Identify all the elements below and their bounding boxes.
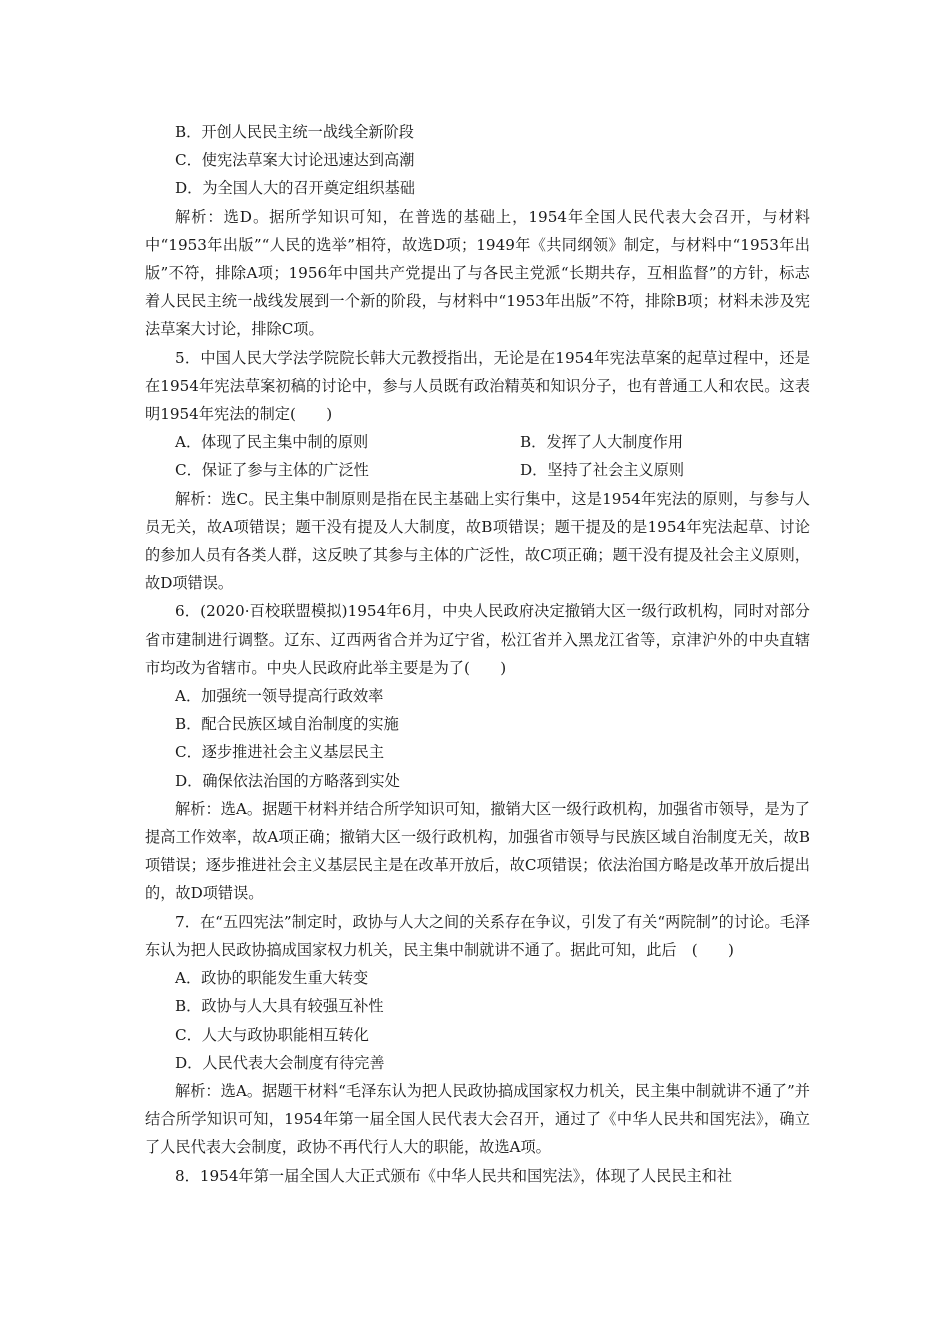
q7-option-b: B．政协与人大具有较强互补性: [175, 997, 384, 1016]
q8-stem: 8．1954年第一届全国人大正式颁布《中华人民共和国宪法》，体现了人民民主和社: [175, 1166, 733, 1185]
q7-option-c: C．人大与政协职能相互转化: [175, 1025, 369, 1044]
q4-option-b: B．开创人民民主统一战线全新阶段: [175, 123, 414, 141]
q7-analysis: 解析：选A。据题干材料“毛泽东认为把人民政协搞成国家权力机关，民主集中制就讲不通了”并结合所学知识可知，1954年第一届全国人民代表大会召开，通过了《中华人民共和国宪法》，确立了人民代表大会制度，政协不再代行人大的职能，故选A项。: [145, 1081, 810, 1157]
q7-stem: 7．在“五四宪法”制定时，政协与人大之间的关系存在争议，引发了有关“两院制”的讨论。毛泽东认为把人民政协搞成国家权力机关，民主集中制就讲不通了。据此可知，此后 ( ): [145, 912, 810, 959]
q6-option-a: A．加强统一领导提高行政效率: [175, 687, 384, 706]
q4-option-d: D．为全国人大的召开奠定组织基础: [175, 179, 415, 198]
q5-stem: 5．中国人民大学法学院院长韩大元教授指出，无论是在1954年宪法草案的起草过程中，还是在1954年宪法草案初稿的讨论中，参与人员既有政治精英和知识分子，也有普通工人和农民。这表明1954年宪法的制定( ): [145, 348, 810, 424]
q6-analysis: 解析：选A。据题干材料并结合所学知识可知，撤销大区一级行政机构，加强省市领导，是为了提高工作效率，故A项正确；撤销大区一级行政机构，加强省市领导与民族区域自治制度无关，故B项错误；逐步推进社会主义基层民主是在改革开放后，故C项错误；依法治国方略是改革开放后提出的，故D项错误。: [145, 799, 810, 903]
q5-options-row-1: [145, 428, 810, 456]
q5-option-d: D．坚持了社会主义原则: [520, 461, 685, 480]
q5-option-c: C．保证了参与主体的广泛性: [175, 461, 369, 480]
document-body: [145, 118, 810, 1190]
q4-option-c: C．使宪法草案大讨论迅速达到高潮: [175, 151, 415, 170]
q5-option-b: B．发挥了人大制度作用: [520, 433, 684, 452]
q6-option-b: B．配合民族区域自治制度的实施: [175, 715, 399, 734]
q7-option-a: A．政协的职能发生重大转变: [175, 969, 369, 988]
q6-option-d: D．确保依法治国的方略落到实处: [175, 771, 400, 790]
q5-analysis: 解析：选C。民主集中制原则是指在民主基础上实行集中，这是1954年宪法的原则，与参与人员无关，故A项错误；题干没有提及人大制度，故B项错误；题干提及的是1954年宪法起草、讨论的参加人员有各类人群，这反映了其参与主体的广泛性，故C项正确；题干没有提及社会主义原则，故D项错误。: [145, 489, 810, 593]
q6-stem: 6．(2020·百校联盟模拟)1954年6月，中央人民政府决定撤销大区一级行政机构，同时对部分省市建制进行调整。辽东、辽西两省合并为辽宁省，松江省并入黑龙江省等，京津沪外的中央直辖市均改为省辖市。中央人民政府此举主要是为了( ): [145, 602, 810, 677]
q5-options-row-2: [145, 456, 810, 484]
q5-option-a: A．体现了民主集中制的原则: [175, 433, 369, 452]
q6-option-c: C．逐步推进社会主义基层民主: [175, 743, 385, 762]
q7-option-d: D．人民代表大会制度有待完善: [175, 1053, 385, 1072]
q4-analysis: 解析：选D。据所学知识可知，在普选的基础上，1954年全国人民代表大会召开，与材料中“1953年出版”“人民的选举”相符，故选D项；1949年《共同纲领》制定，与材料中“1953年出版”不符，排除A项；1956年中国共产党提出了与各民主党派“长期共存，互相监督”的方针，标志着人民民主统一战线发展到一个新的阶段，与材料中“1953年出版”不符，排除B项；材料未涉及宪法草案大讨论，排除C项。: [145, 207, 810, 339]
